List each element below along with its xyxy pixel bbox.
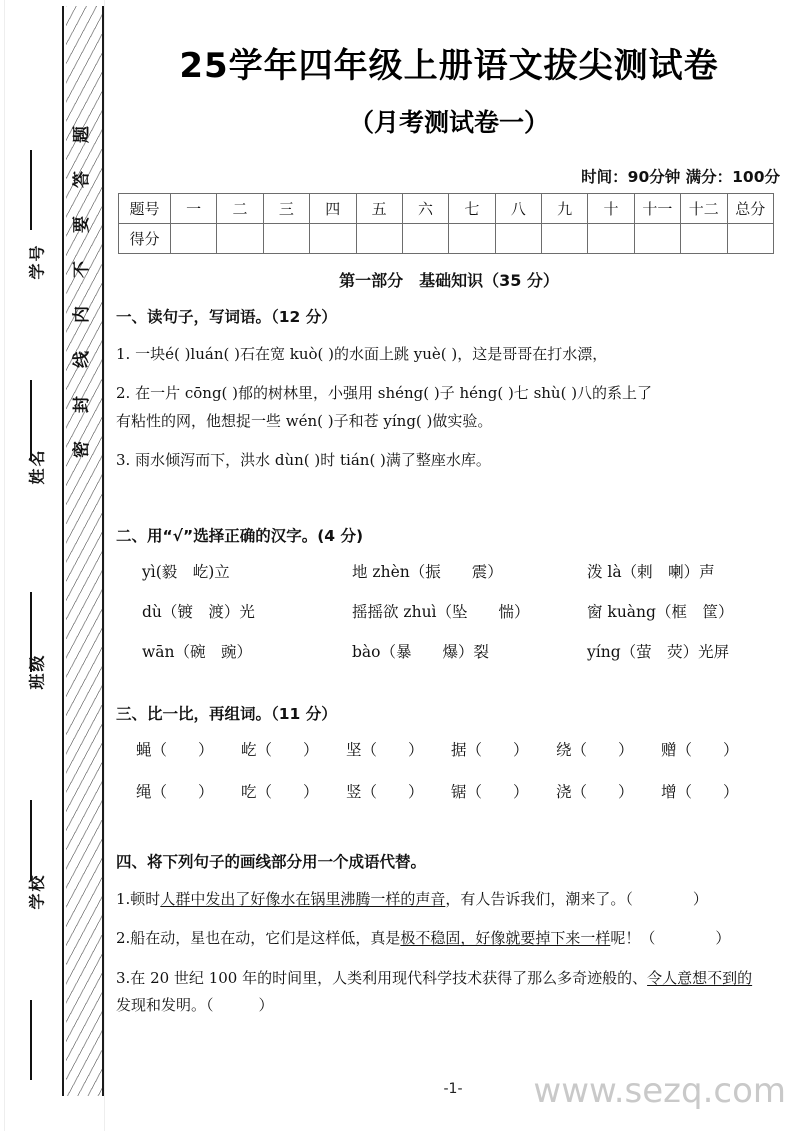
score-table-col-3: 三 (263, 194, 309, 224)
choice-row-3 (142, 640, 762, 662)
seal-sidebar (0, 0, 106, 1131)
section-one-item-3: 3. 雨水倾泻而下，洪水 dùn( )时 tián( )满了整座水库。 (116, 450, 491, 469)
word-pair-item-1-5[interactable]: 绕（ ） (556, 741, 634, 759)
page-edge-right-line (104, 0, 105, 1131)
seal-band-char-6: 线 (71, 351, 92, 368)
section-four-last-line: 发现和发明。（ ） (116, 995, 274, 1014)
score-cell-12[interactable] (681, 224, 727, 254)
word-pair-item-1-1[interactable]: 蝇（ ） (136, 741, 214, 759)
word-pair-row-2 (136, 780, 766, 802)
word-pair-item-2-4[interactable]: 锯（ ） (451, 783, 529, 801)
sentence-suffix: 呢！（ ） (610, 929, 731, 948)
section-two-heading: 二、用“√”选择正确的汉字。(4 分) (116, 527, 364, 545)
score-cell-7[interactable] (449, 224, 495, 254)
section-four-item-1 (116, 888, 786, 911)
score-table-col-13: 总分 (727, 194, 774, 224)
seal-band-characters (60, 126, 104, 458)
seal-band-char-8: 密 (71, 441, 92, 458)
sidebar-label-2: 姓名 (27, 448, 47, 485)
section-four-items (112, 888, 786, 990)
score-cell-13[interactable] (727, 224, 774, 254)
page-edge-left-line (4, 0, 5, 1131)
section-one-item-2-cont: 有粘性的网，他想捉一些 wén( )子和苍 yíng( )做实验。 (116, 411, 493, 430)
sentence-prefix: 2.船在动，星也在动，它们是这样低，真是 (116, 929, 401, 948)
section-one-item-2: 2. 在一片 cōng( )郁的树林里，小强用 shéng( )子 héng( )七 shù( )八的系上了 (116, 384, 653, 403)
score-table-col-8: 八 (495, 194, 541, 224)
choice-item-2-2[interactable]: 摇摇欲 zhuì（坠 惴） (352, 603, 530, 621)
page-number: -1- (443, 1081, 463, 1097)
section-two-choice-grid (142, 560, 762, 662)
sidebar-separator-5 (30, 1000, 32, 1080)
choice-row-2 (142, 600, 762, 622)
score-cell-8[interactable] (495, 224, 541, 254)
exam-meta-info: 时间：90分钟 满分：100分 (581, 168, 780, 186)
section-four-item-3 (116, 967, 786, 990)
choice-row-1 (142, 560, 762, 582)
choice-item-2-3[interactable]: 窗 kuàng（框 筐） (587, 603, 734, 621)
exam-paper (106, 0, 800, 1131)
choice-item-3-2[interactable]: bào（暴 爆）裂 (352, 643, 489, 661)
word-pair-row-1 (136, 738, 766, 760)
sidebar-label-1: 学号 (27, 243, 47, 280)
score-table-header-row (119, 194, 774, 224)
student-info-label-column (10, 0, 62, 1131)
score-cell-5[interactable] (356, 224, 402, 254)
score-table-row-label-question: 题号 (119, 194, 171, 224)
score-table-row-label-score: 得分 (119, 224, 171, 254)
score-cell-4[interactable] (310, 224, 356, 254)
score-cell-6[interactable] (402, 224, 448, 254)
page-subtitle: （月考测试卷一） (348, 108, 549, 137)
word-pair-item-1-3[interactable]: 坚（ ） (346, 741, 424, 759)
score-cell-1[interactable] (171, 224, 217, 254)
score-cell-11[interactable] (634, 224, 680, 254)
word-pair-item-1-2[interactable]: 屹（ ） (241, 741, 319, 759)
score-table-col-11: 十一 (634, 194, 680, 224)
score-table-col-2: 二 (217, 194, 263, 224)
choice-item-1-2[interactable]: 地 zhèn（振 震） (352, 563, 503, 581)
seal-band-char-1: 题 (71, 126, 92, 143)
score-cell-2[interactable] (217, 224, 263, 254)
section-one-item-1: 1. 一块é( )luán( )石在宽 kuò( )的水面上跳 yuè( )，这是哥哥在打水漂， (116, 345, 608, 363)
score-table (118, 193, 774, 254)
underlined-phrase: 令人意想不到的 (647, 968, 753, 987)
seal-band-char-7: 封 (71, 396, 92, 413)
underlined-phrase: 人群中发出了好像水在锅里沸腾一样的声音 (160, 890, 446, 908)
score-table-col-7: 七 (449, 194, 495, 224)
word-pair-item-1-4[interactable]: 据（ ） (451, 741, 529, 759)
section-four-heading: 四、将下列句子的画线部分用一个成语代替。 (116, 853, 427, 871)
score-table-col-1: 一 (171, 194, 217, 224)
score-table-score-row (119, 224, 774, 254)
sidebar-label-4: 学校 (27, 873, 47, 910)
seal-band-char-3: 要 (71, 216, 92, 233)
seal-band-char-5: 内 (71, 306, 92, 323)
choice-item-2-1[interactable]: dù（镀 渡）光 (142, 603, 255, 621)
word-pair-item-2-6[interactable]: 增（ ） (661, 783, 739, 801)
choice-item-3-1[interactable]: wān（碗 豌） (142, 643, 252, 661)
sidebar-label-3: 班级 (27, 653, 47, 690)
underlined-phrase: 极不稳固，好像就要掉下来一样 (400, 929, 611, 948)
choice-item-1-1[interactable]: yì(毅 屹)立 (142, 563, 230, 581)
score-cell-3[interactable] (263, 224, 309, 254)
seal-band-char-2: 答 (71, 171, 92, 188)
choice-item-1-3[interactable]: 泼 là（剌 喇）声 (587, 563, 715, 581)
section-three-heading: 三、比一比，再组词。（11 分） (116, 705, 337, 723)
seal-band-char-4: 不 (71, 261, 92, 278)
sidebar-separator-4 (30, 800, 32, 880)
choice-item-3-3[interactable]: yíng（萤 荧）光屏 (587, 643, 730, 661)
section-one-heading: 一、读句子，写词语。（12 分） (116, 308, 337, 326)
score-table-col-9: 九 (542, 194, 588, 224)
score-table-col-10: 十 (588, 194, 634, 224)
part-heading: 第一部分 基础知识（35 分） (339, 271, 559, 290)
site-watermark: www.sezq.com (533, 1071, 786, 1111)
section-four-item-2 (116, 927, 786, 950)
word-pair-item-2-3[interactable]: 竖（ ） (346, 783, 424, 801)
score-table-col-6: 六 (402, 194, 448, 224)
score-cell-10[interactable] (588, 224, 634, 254)
score-cell-9[interactable] (542, 224, 588, 254)
word-pair-item-2-1[interactable]: 绳（ ） (136, 783, 214, 801)
sidebar-separator-1 (30, 150, 32, 230)
sentence-prefix: 3.在 20 世纪 100 年的时间里，人类利用现代科学技术获得了那么多奇迹般的、 (116, 968, 648, 987)
score-table-col-12: 十二 (681, 194, 727, 224)
sentence-prefix: 1.顿时 (116, 890, 161, 908)
word-pair-item-2-5[interactable]: 浇（ ） (556, 783, 634, 801)
sentence-suffix: ，有人告诉我们，潮来了。（ ） (445, 890, 708, 908)
section-three-pair-grid (136, 738, 766, 802)
word-pair-item-1-6[interactable]: 赠（ ） (661, 741, 739, 759)
score-table-col-5: 五 (356, 194, 402, 224)
page-title: 25学年四年级上册语文拔尖测试卷 (179, 46, 719, 86)
word-pair-item-2-2[interactable]: 吃（ ） (241, 783, 319, 801)
score-table-col-4: 四 (310, 194, 356, 224)
